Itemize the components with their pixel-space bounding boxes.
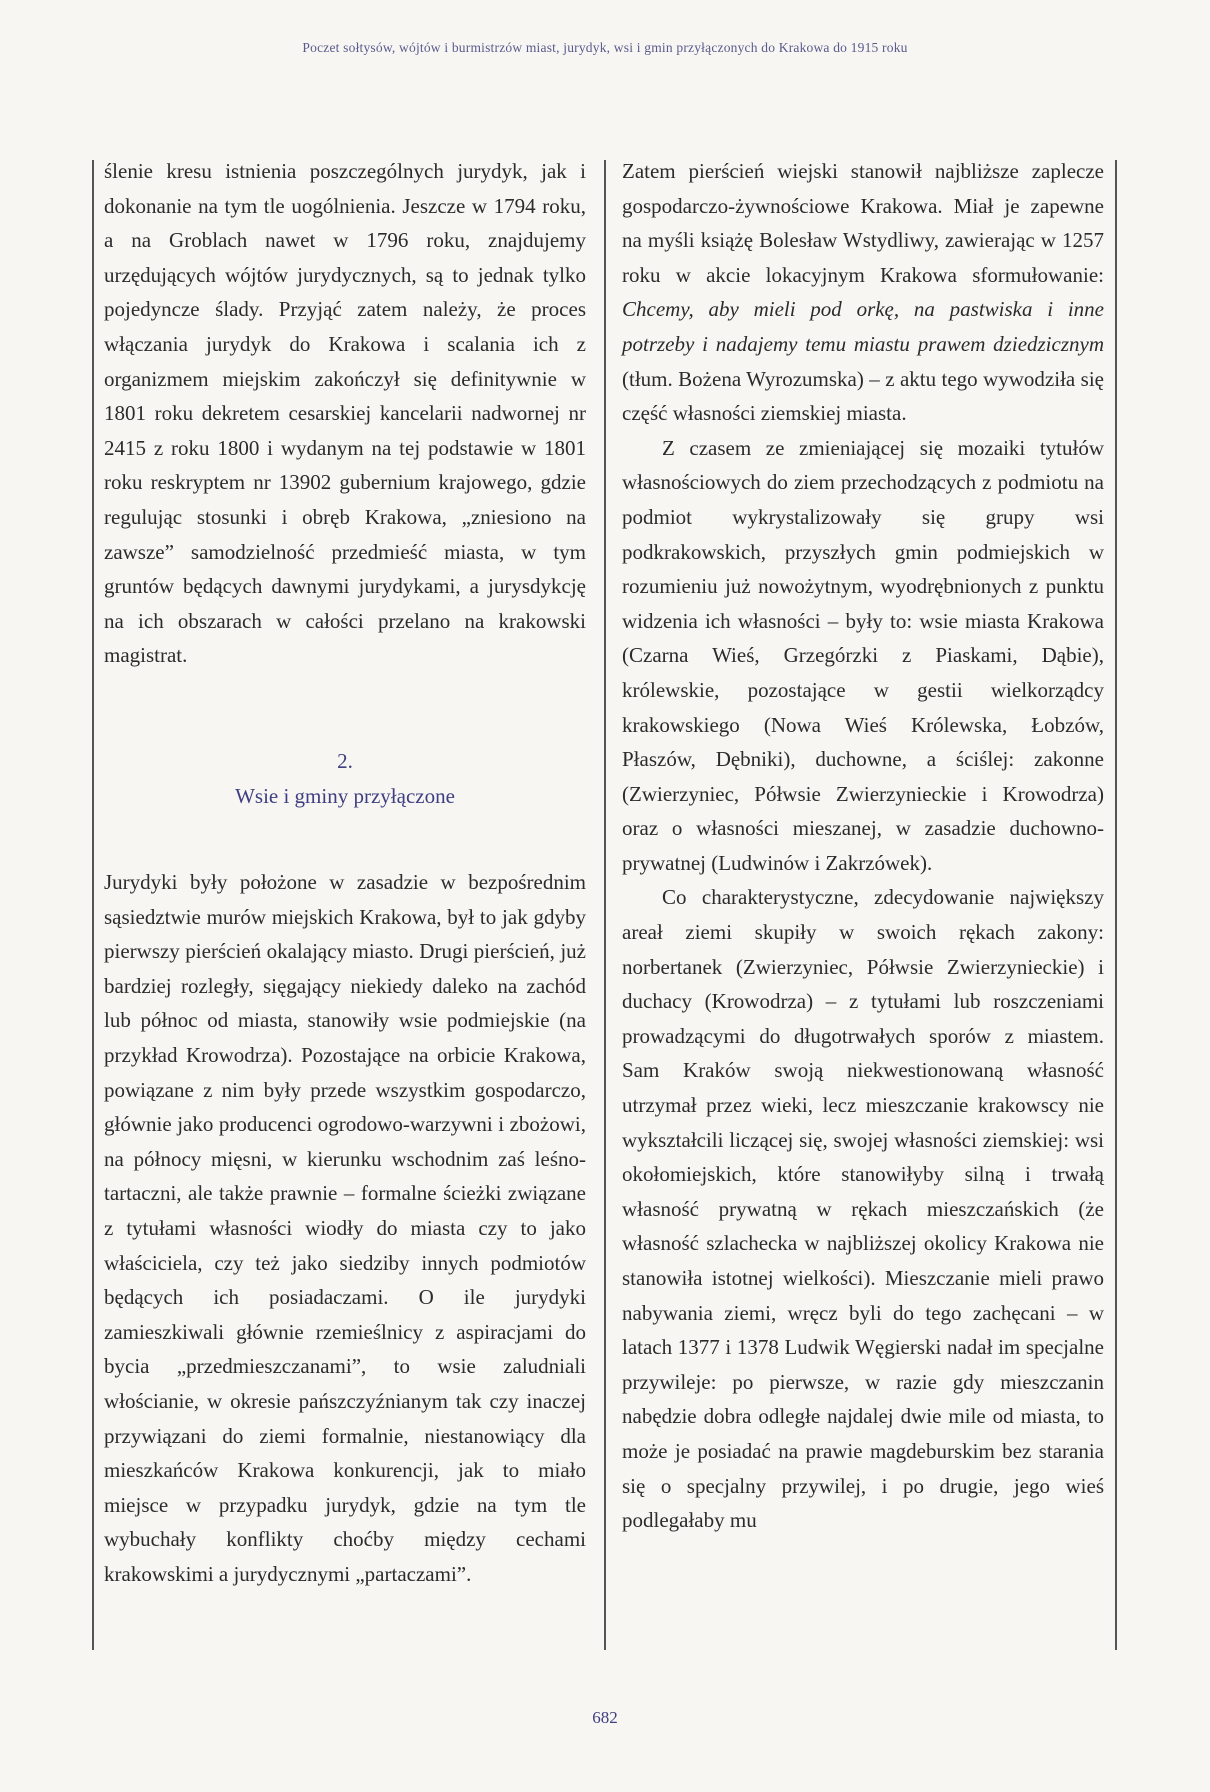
paragraph-text: Zatem pierścień wiejski stanowił najbliższe zaplecze gospodarczo-żywnościowe Krakowa. Miał je zapewne na myśli książę Bolesław Wstydliwy, zawierając w 1257 roku w akcie lokacyjnym Krakowa sformułowanie: (622, 159, 1104, 287)
page-number: 682 (592, 1708, 618, 1727)
paragraph: Jurydyki były położone w zasadzie w bezpośrednim sąsiedztwie murów miejskich Krakowa, był to jak gdyby pierwszy pierścień okalający miasto. Drugi pierścień, już bardziej rozległy, sięgający niekiedy daleko na zachód lub północ od miasta, stanowiły wsie podmiejskie (na przykład Krowodrza). Pozostające na orbicie Krakowa, powiązane z nim były przede wszystkim gospodarczo, głównie jako producenci ogrodowo-warzywni i zbożowi, na północy mięsni, w kierunku wschodnim zaś leśno-tartaczni, ale także prawnie – formalne ścieżki związane z tytułami własności wiodły do miasta czy to jako właściciela, czy też jako siedziby innych podmiotów będących ich posiadaczami. O ile jurydyki zamieszkiwali głównie rzemieślnicy z aspiracjami do bycia „przedmieszczanami”, to wsie zaludniali włościanie, w okresie pańszczyźnianym tak czy inaczej przywiązani do ziemi formalnie, niestanowiący dla mieszkańców Krakowa konkurencji, jak to miało miejsce w przypadku jurydyk, gdzie na tym tle wybuchały konflikty choćby między cechami krakowskimi a jurydycznymi „partaczami”. (104, 870, 586, 1586)
left-column (104, 154, 586, 1592)
paragraph: Co charakterystyczne, zdecydowanie największy areał ziemi skupiły w swoich rękach zakony: norbertanek (Zwierzyniec, Półwsie Zwierzynieckie) i duchacy (Krowodrza) – z tytułami lub roszczeniami prowadzącymi do długotrwałych sporów z miastem. Sam Kraków swoją niekwestionowaną własność utrzymał przez wieki, lecz mieszczanie krakowscy nie wykształcili liczącej się, swojej własności ziemskiej: wsi okołomiejskich, które stanowiłyby silną i trwałą własność prywatną w rękach mieszczańskich (że własność szlachecka w najbliższej okolicy Krakowa nie stanowiła istotnej wielkości). Mieszczanie mieli prawo nabywania ziemi, wręcz byli do tego zachęcani – w latach 1377 i 1378 Ludwik Węgierski nadał im specjalne przywileje: po pierwsze, w razie gdy mieszczanin nabędzie dobra odległe najdalej dwie mile od miasta, to może je posiadać na prawie magdeburskim bez starania się o specjalny przywilej, i po drugie, jego wieś podlegałaby mu (622, 885, 1104, 1533)
left-margin-rule (92, 160, 94, 1650)
right-margin-rule (1115, 160, 1117, 1650)
paragraph-continuation: ślenie kresu istnienia poszczególnych jurydyk, jak i dokonanie na tym tle uogólnienia. Jeszcze w 1794 roku, a na Groblach nawet w 1796 roku, znajdujemy urzędujących wójtów jurydycznych, są to jednak tylko pojedyncze ślady. Przyjąć zatem należy, że proces włączania jurydyk do Krakowa i scalania ich z organizmem miejskim zakończył się definitywnie w 1801 roku dekretem cesarskiej kancelarii nadwornej nr 2415 z roku 1800 i wydanym na tej podstawie w 1801 roku reskryptem nr 13902 gubernium krajowego, gdzie regulując stosunki i obręb Krakowa, „zniesiono na zawsze” samodzielność przedmieść miasta, w tym gruntów będących dawnymi jurydykami, a jurysdykcję na ich obszarach w całości przelano na krakowski magistrat. (104, 159, 586, 668)
section-number: 2. (337, 748, 353, 773)
quotation: Chcemy, aby mieli pod orkę, na pastwiska i inne potrzeby i nadajemy temu miastu prawem dziedzicznym (622, 297, 1104, 356)
right-column (622, 154, 1104, 1538)
paragraph-continuation (622, 154, 1104, 431)
column-divider-rule (604, 160, 606, 1650)
paragraph: Z czasem ze zmieniającej się mozaiki tytułów własnościowych do ziem przechodzących z podmiotu na podmiot wykrystalizowały się grupy wsi podkrakowskich, przyszłych gmin podmiejskich w rozumieniu już nowożytnym, wyodrębnionych z punktu widzenia ich własności – były to: wsie miasta Krakowa (Czarna Wieś, Grzegórzki z Piaskami, Dąbie), królewskie, pozostające w gestii wielkorządcy krakowskiego (Nowa Wieś Królewska, Łobzów, Płaszów, Dębniki), duchowne, a ściślej: zakonne (Zwierzyniec, Półwsie Zwierzynieckie i Krowodrza) oraz o własności mieszanej, w zasadzie duchowno-prywatnej (Ludwinów i Zakrzówek). (622, 435, 1104, 875)
paragraph-text: (tłum. Bożena Wyrozumska) – z aktu tego wywodziła się część własności ziemskiej miasta. (622, 366, 1104, 426)
running-header: Poczet sołtysów, wójtów i burmistrzów miast, jurydyk, wsi i gmin przyłączonych do Krakowa do 1915 roku (302, 40, 908, 55)
section-title: Wsie i gminy przyłączone (235, 783, 455, 808)
